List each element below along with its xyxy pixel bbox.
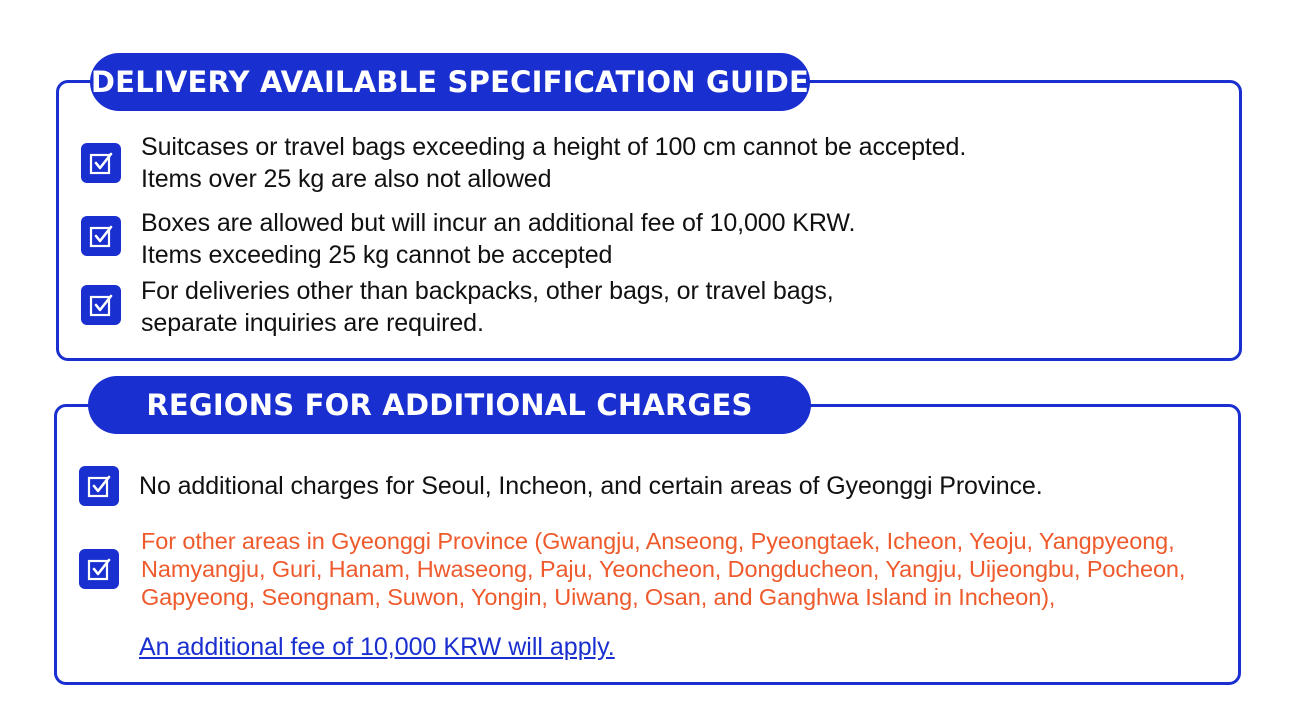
spec-item-1-line-1: Suitcases or travel bags exceeding a height of 100 cm cannot be accepted.: [141, 133, 967, 161]
spec-item-2-line-1: Boxes are allowed but will incur an additional fee of 10,000 KRW.: [141, 209, 856, 237]
spec-item-3: [141, 275, 834, 339]
spec-item-1: [141, 131, 966, 195]
region-item-2-line-1: For other areas in Gyeonggi Province (Gwangju, Anseong, Pyeongtaek, Icheon, Yeoju, Yangpyeong,: [141, 528, 1175, 554]
spec-guide-title: DELIVERY AVAILABLE SPECIFICATION GUIDE: [90, 53, 810, 111]
spec-item-2: [141, 207, 855, 271]
checkbox-checked-icon: [81, 216, 121, 256]
region-item-1-line-1: No additional charges for Seoul, Incheon, and certain areas of Gyeonggi Province.: [139, 472, 1043, 500]
region-item-2: [141, 527, 1185, 611]
checkbox-checked-icon: [79, 549, 119, 589]
regions-title: REGIONS FOR ADDITIONAL CHARGES: [88, 376, 811, 434]
checkbox-checked-icon: [81, 143, 121, 183]
spec-item-1-line-2: Items over 25 kg are also not allowed: [141, 165, 552, 193]
spec-item-3-line-1: For deliveries other than backpacks, other bags, or travel bags,: [141, 277, 834, 305]
region-item-2-line-3: Gapyeong, Seongnam, Suwon, Yongin, Uiwang, Osan, and Ganghwa Island in Incheon),: [141, 584, 1056, 610]
spec-item-2-line-2: Items exceeding 25 kg cannot be accepted: [141, 241, 613, 269]
additional-fee-link[interactable]: An additional fee of 10,000 KRW will apply.: [139, 633, 615, 661]
region-item-2-line-2: Namyangju, Guri, Hanam, Hwaseong, Paju, Yeoncheon, Dongducheon, Yangju, Uijeongbu, Pocheon,: [141, 556, 1186, 582]
checkbox-checked-icon: [81, 285, 121, 325]
region-item-1: [139, 470, 1043, 502]
spec-item-3-line-2: separate inquiries are required.: [141, 309, 484, 337]
checkbox-checked-icon: [79, 466, 119, 506]
